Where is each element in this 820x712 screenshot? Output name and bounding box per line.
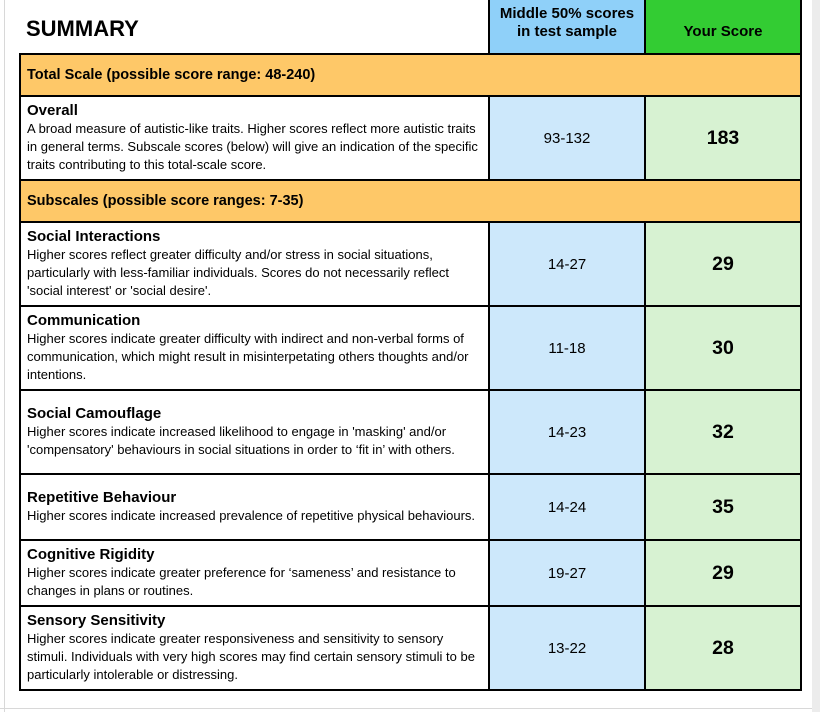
table-row-cognitive-rigidity — [20, 540, 801, 606]
middle-50-header-line1: Middle 50% scores — [499, 4, 635, 22]
scale-name: Cognitive Rigidity — [27, 546, 155, 563]
table-row-social-camouflage — [20, 390, 801, 474]
scale-description: Higher scores indicate greater preference for ‘sameness’ and resistance to changes in plans or routines. — [27, 565, 456, 598]
sample-range: 93-132 — [489, 96, 645, 180]
your-score-value: 29 — [645, 222, 801, 306]
scale-description: Higher scores indicate increased likelihood to engage in 'masking' and/or 'compensatory' behaviours in social situations in order to ‘fit in’ with others. — [27, 424, 455, 457]
page-title: SUMMARY — [20, 0, 489, 54]
scale-name: Social Interactions — [27, 228, 161, 245]
page-edge-bottom — [0, 708, 812, 709]
table-row-overall — [20, 96, 801, 180]
scale-description: Higher scores reflect greater difficulty and/or stress in social situations, particularly with less-familiar individuals. Scores do not necessarily reflect 'social interest' or 'social desire'. — [27, 247, 449, 298]
scale-name: Overall — [27, 102, 78, 119]
middle-50-header-line2: in test sample — [516, 22, 618, 40]
sample-range: 14-23 — [489, 390, 645, 474]
scale-name: Repetitive Behaviour — [27, 489, 177, 506]
subscale-description-cell — [20, 540, 489, 606]
your-score-value: 30 — [645, 306, 801, 390]
middle-50-header — [489, 0, 645, 54]
sample-range: 13-22 — [489, 606, 645, 690]
scale-description: Higher scores indicate greater difficulty with indirect and non-verbal forms of communication, which might result in misinterpetating others thoughts and/or intentions. — [27, 331, 469, 382]
subscale-description-cell — [20, 222, 489, 306]
scale-name: Sensory Sensitivity — [27, 612, 166, 629]
your-score-value: 28 — [645, 606, 801, 690]
section-row-subscales — [20, 180, 801, 222]
section-heading-total-scale: Total Scale (possible score range: 48-240) — [20, 54, 801, 96]
scale-name: Communication — [27, 312, 141, 329]
sample-range: 11-18 — [489, 306, 645, 390]
sample-range: 14-27 — [489, 222, 645, 306]
table-row-sensory-sensitivity — [20, 606, 801, 690]
your-score-header: Your Score — [645, 0, 801, 54]
scale-description: Higher scores indicate increased prevalence of repetitive physical behaviours. — [27, 508, 476, 523]
your-score-value: 183 — [645, 96, 801, 180]
sample-range: 14-24 — [489, 474, 645, 540]
subscale-description-cell — [20, 606, 489, 690]
table-row-repetitive-behaviour — [20, 474, 801, 540]
overall-description-cell — [20, 96, 489, 180]
subscale-description-cell — [20, 474, 489, 540]
scale-name: Social Camouflage — [27, 405, 162, 422]
your-score-value: 32 — [645, 390, 801, 474]
subscale-description-cell — [20, 306, 489, 390]
your-score-value: 35 — [645, 474, 801, 540]
scale-description: Higher scores indicate greater responsiveness and sensitivity to sensory stimuli. Individuals with very high scores may find certain sensory stimuli to be particularly intolerable or distressing. — [27, 631, 475, 682]
table-row-communication — [20, 306, 801, 390]
table-row-social-interactions — [20, 222, 801, 306]
section-heading-subscales: Subscales (possible score ranges: 7-35) — [20, 180, 801, 222]
subscale-description-cell — [20, 390, 489, 474]
scale-description: A broad measure of autistic-like traits. Higher scores reflect more autistic traits in general terms. Subscale scores (below) will give an indication of the specific traits contributing to this total-scale score. — [27, 121, 478, 172]
header-row — [20, 0, 801, 54]
section-row-total-scale — [20, 54, 801, 96]
your-score-value: 29 — [645, 540, 801, 606]
page-edge-left — [4, 0, 5, 712]
sample-range: 19-27 — [489, 540, 645, 606]
summary-table — [19, 0, 802, 691]
